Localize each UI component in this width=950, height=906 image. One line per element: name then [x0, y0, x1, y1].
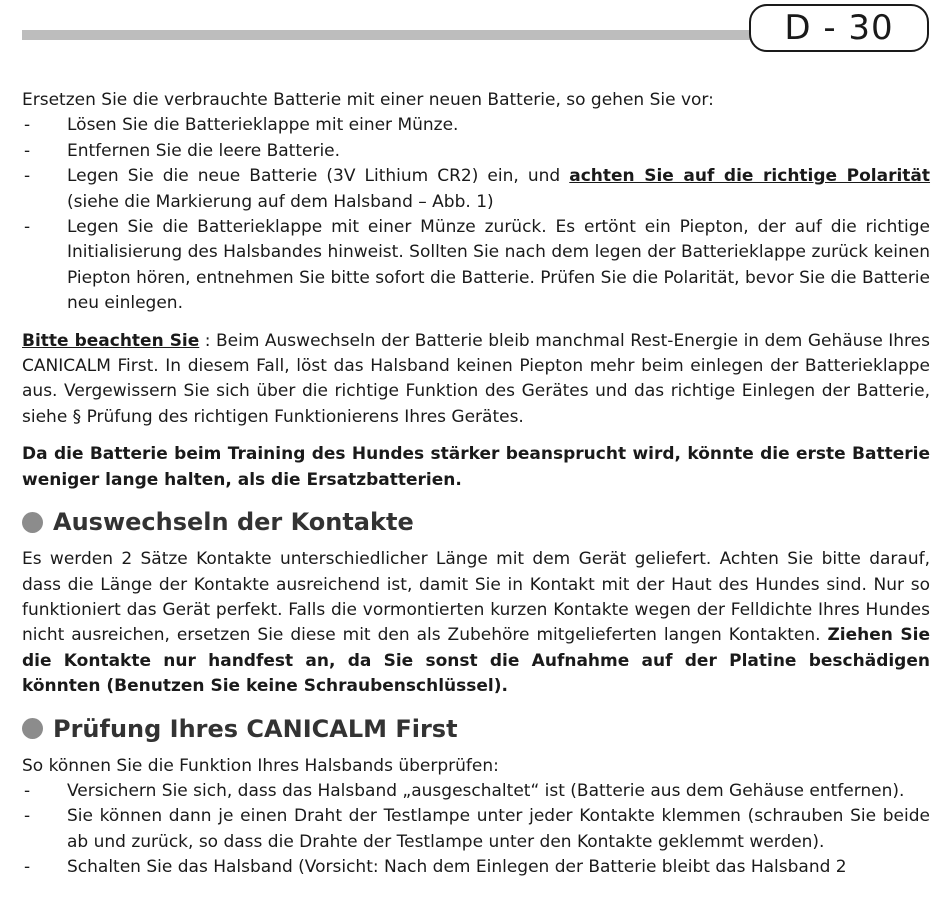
- dash-marker: -: [24, 857, 31, 878]
- page-number: D - 30: [784, 8, 894, 48]
- dash-marker: -: [24, 780, 31, 801]
- battery-warning: Da die Batterie beim Training des Hundes stärker beansprucht wird, könnte die erste Batterie weniger lange halten, als die Ersatzbatterien.: [22, 444, 930, 490]
- dash-marker: -: [24, 217, 31, 238]
- check-intro: So können Sie die Funktion Ihres Halsbands überprüfen:: [22, 755, 499, 776]
- contacts-heading-text: Auswechseln der Kontakte: [53, 508, 414, 537]
- dash-marker: -: [24, 115, 31, 136]
- battery-note: [22, 329, 930, 431]
- dash-marker: -: [24, 140, 31, 161]
- contacts-bold-text: Ziehen Sie die Kontakte nur handfest an, da Sie sonst die Aufnahme auf der Platine beschädigen könnten (Benutzen Sie keine Schraubenschlüssel).: [22, 625, 930, 697]
- battery-step-4: [22, 215, 930, 317]
- battery-step-2-text: Entfernen Sie die leere Batterie.: [67, 140, 341, 161]
- bullet-icon: [22, 512, 43, 533]
- check-step-3-text: Schalten Sie das Halsband (Vorsicht: Nach dem Einlegen der Batterie bleibt das Halsband 2: [67, 857, 847, 878]
- note-text: : Beim Auswechseln der Batterie bleib manchmal Rest-Energie in dem Gehäuse Ihres CANICALM First. In diesem Fall, löst das Halsband keinen Piepton mehr beim einlegen der Batterieklappe aus. Vergewissern Sie sich über die richtige Funktion des Gerätes und das richtige Einlegen der Batterie, siehe § Prüfung des richtigen Funktionierens Ihres Gerätes.: [22, 330, 930, 427]
- page-number-tab: [749, 4, 929, 52]
- contacts-text: Es werden 2 Sätze Kontakte unterschiedlicher Länge mit dem Gerät geliefert. Achten Sie bitte darauf, dass die Länge der Kontakte ausreichend ist, damit Sie in Kontakt mit der Haut des Hundes sind. Nur so funktioniert das Gerät perfekt. Falls die vormontierten kurzen Kontakte wegen der Felldichte Ihres Hundes nicht ausreichen, ersetzen Sie diese mit den als Zubehöre mitgelieferten langen Kontakten.: [22, 549, 930, 646]
- battery-step-1: [22, 113, 930, 138]
- contacts-heading: [22, 507, 930, 537]
- note-label: Bitte beachten Sie: [22, 330, 200, 351]
- check-heading: [22, 714, 930, 744]
- battery-step-3: [22, 164, 930, 215]
- polarity-emphasis: achten Sie auf die richtige Polarität: [569, 166, 931, 187]
- bullet-icon: [22, 718, 43, 739]
- document-body: [22, 88, 930, 881]
- battery-intro: Ersetzen Sie die verbrauchte Batterie mit einer neuen Batterie, so gehen Sie vor:: [22, 90, 714, 110]
- dash-marker: -: [24, 806, 31, 827]
- check-step-3: [22, 855, 930, 880]
- check-step-1-text: Versichern Sie sich, dass das Halsband „ausgeschaltet“ ist (Batterie aus dem Gehäuse entfernen).: [67, 780, 905, 801]
- battery-step-3-text: Legen Sie die neue Batterie (3V Lithium CR2) ein, und: [67, 166, 570, 187]
- check-step-2-text: Sie können dann je einen Draht der Testlampe unter jeder Kontakte klemmen (schrauben Sie beide ab und zurück, so dass die Drahte der Testlampe unter den Kontakte geklemmt werden).: [67, 806, 930, 852]
- contacts-paragraph: [22, 547, 930, 699]
- header-rule: [22, 30, 754, 40]
- battery-step-3-suffix: (siehe die Markierung auf dem Halsband – Abb. 1): [67, 191, 494, 212]
- battery-step-1-text: Lösen Sie die Batterieklappe mit einer Münze.: [67, 115, 459, 136]
- battery-step-4-text: Legen Sie die Batterieklappe mit einer Münze zurück. Es ertönt ein Piepton, der auf die richtige Initialisierung des Halsbandes hinweist. Sollten Sie nach dem legen der Batterieklappe zurück keinen Piepton hören, entnehmen Sie bitte sofort die Batterie. Prüfen Sie die Polarität, bevor Sie die Batterie neu einlegen.: [67, 217, 930, 314]
- battery-step-2: [22, 139, 930, 164]
- check-heading-text: Prüfung Ihres CANICALM First: [53, 714, 458, 743]
- check-step-2: [22, 804, 930, 855]
- dash-marker: -: [24, 166, 31, 187]
- check-step-1: [22, 779, 930, 804]
